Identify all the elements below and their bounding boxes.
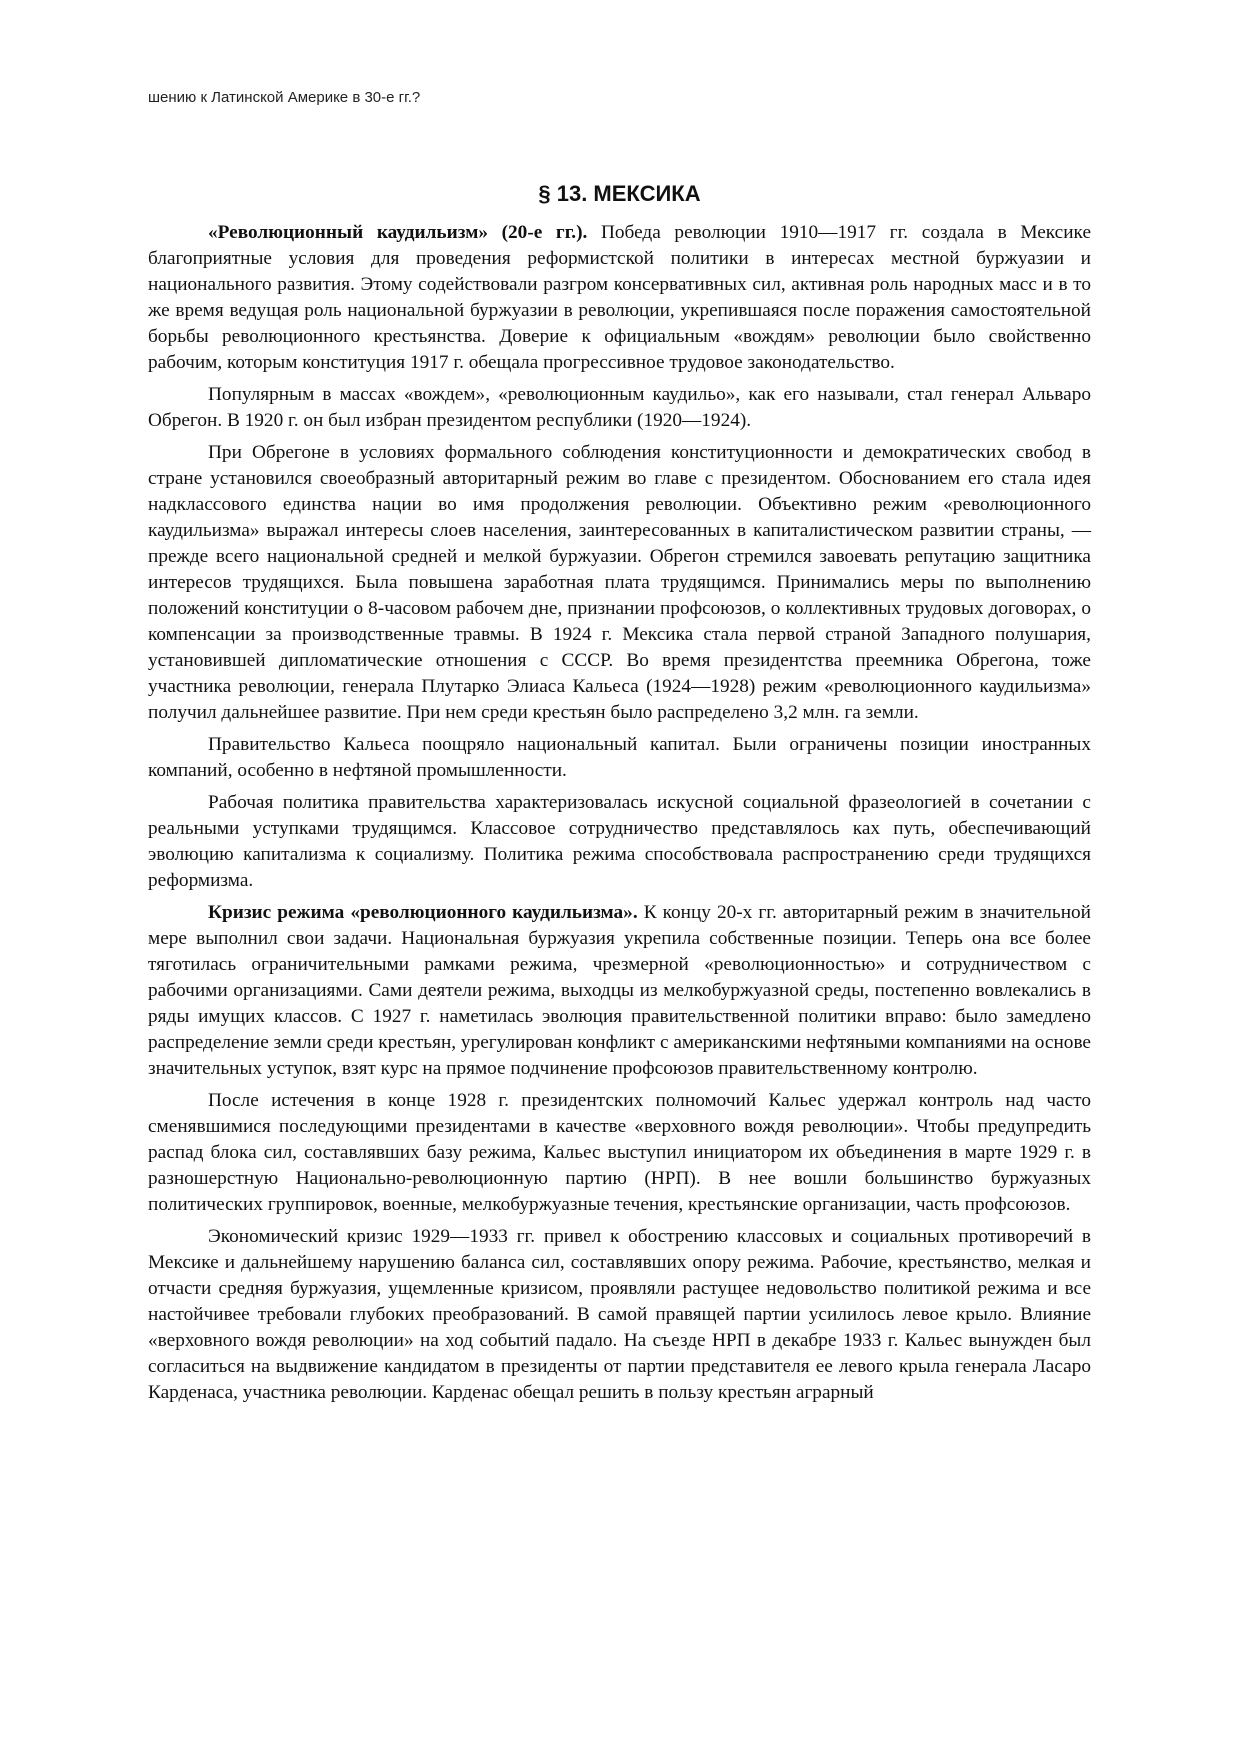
running-head: шению к Латинской Америке в 30-е гг.? <box>148 89 421 106</box>
paragraph-text: Рабочая политика правительства характеризовалась искусной социальной фразеологией в сочетании с реальными уступками трудящимся. Классовое сотрудничество представлялось ках путь, обеспечивающий эволюцию капитализма к социализму. Политика режима способствовала распространению среди трудящихся реформизма. <box>148 792 1091 891</box>
paragraph-text: Экономический кризис 1929—1933 гг. привел к обострению классовых и социальных противоречий в Мексике и дальнейшему нарушению баланса сил, составлявших опору режима. Рабочие, крестьянство, мелкая и отчасти средняя буржуазия, ущемленные кризисом, проявляли растущее недовольство политикой режима и все настойчивее требовали глубоких преобразований. В самой правящей партии усилилось левое крыло. Влияние «верховного вождя революции» на ход событий падало. На съезде НРП в декабре 1933 г. Кальес вынужден был согласиться на выдвижение кандидатом в президенты от партии представителя ее левого крыла генерала Ласаро Карденаса, участника революции. Карденас обещал решить в пользу крестьян аграрный <box>148 1226 1091 1403</box>
paragraph-text: К концу 20-х гг. авторитарный режим в значительной мере выполнил свои задачи. Национальная буржуазия укрепила собственные позиции. Теперь она все более тяготилась ограничительными рамками режима, чрезмерной «революционностью» и сотрудничеством с рабочими организациями. Сами деятели режима, выходцы из мелкобуржуазной среды, постепенно вовлекались в ряды имущих классов. С 1927 г. наметилась эволюция правительственной политики вправо: было замедлено распределение земли среди крестьян, урегулирован конфликт с американскими нефтяными компаниями на основе значительных уступок, взят курс на прямое подчинение профсоюзов правительственному контролю. <box>148 902 1092 1079</box>
section-title: § 13. МЕКСИКА <box>538 181 701 206</box>
paragraph-text: При Обрегоне в условиях формального соблюдения конституционности и демократических свобод в стране установился своеобразный авторитарный режим во главе с президентом. Обоснованием его стала идея надклассового единства нации во имя продолжения революции. Объективно режим «революционного каудильизма» выражал интересы слоев населения, заинтересованных в капиталистическом развитии страны, — прежде всего национальной средней и мелкой буржуазии. Обрегон стремился завоевать репутацию защитника интересов трудящихся. Была повышена заработная плата трудящимся. Принимались меры по выполнению положений конституции о 8-часовом рабочем дне, признании профсоюзов, о коллективных трудовых договорах, о компенсации за производственные травмы. В 1924 г. Мексика стала первой страной Западного полушария, установившей дипломатические отношения с СССР. Во время президентства преемника Обрегона, тоже участника революции, генерала Плутарко Элиаса Кальеса (1924—1928) режим «революционного каудильизма» получил дальнейшее развитие. При нем среди крестьян было распределено 3,2 млн. га земли. <box>148 442 1091 723</box>
paragraph-text: После истечения в конце 1928 г. президентских полномочий Кальес удержал контроль над часто сменявшимися последующими президентами в качестве «верховного вождя революции». Чтобы предупредить распад блока сил, составлявших базу режима, Кальес выступил инициатором их объединения в марте 1929 г. в разношерстную Национально-революционную партию (НРП). В нее вошли большинство буржуазных политических группировок, военные, мелкобуржуазные течения, крестьянские организации, часть профсоюзов. <box>148 1090 1091 1215</box>
paragraph-8 <box>148 1224 1091 1406</box>
paragraph-text: Победа революции 1910—1917 гг. создала в Мексике благоприятные условия для проведения реформистской политики в интересах местной буржуазии и национального развития. Этому содействовали разгром консервативных сил, активная роль народных масс и в то же время ведущая роль национальной буржуазии в революции, укрепившаяся после поражения самостоятельной борьбы революционного крестьянства. Доверие к официальным «вождям» революции было свойственно рабочим, которым конституция 1917 г. обещала прогрессивное трудовое законодательство. <box>148 222 1092 373</box>
body-text <box>148 220 1091 1412</box>
paragraph-text: Популярным в массах «вождем», «революционным каудильо», как его называли, стал генерал Альваро Обрегон. В 1920 г. он был избран президентом республики (1920—1924). <box>148 384 1091 431</box>
paragraph-lead: Кризис режима «революционного каудильизма». <box>208 902 638 923</box>
paragraph-2 <box>148 382 1091 434</box>
paragraph-3 <box>148 440 1091 726</box>
paragraph-1 <box>148 220 1091 376</box>
paragraph-7 <box>148 1088 1091 1218</box>
paragraph-4 <box>148 732 1091 784</box>
paragraph-text: Правительство Кальеса поощряло национальный капитал. Были ограничены позиции иностранных компаний, особенно в нефтяной промышленности. <box>148 734 1091 781</box>
paragraph-lead: «Революционный каудильизм» (20-е гг.). <box>208 222 588 243</box>
paragraph-5 <box>148 790 1091 894</box>
paragraph-6 <box>148 900 1091 1082</box>
